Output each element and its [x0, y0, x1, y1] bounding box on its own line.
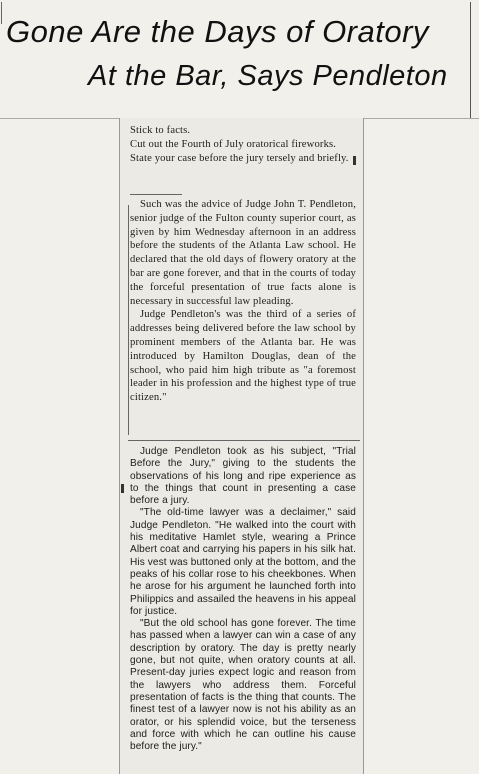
lead-paragraph: Cut out the Fourth of July oratorical fireworks. [130, 138, 337, 150]
body-block [130, 198, 356, 405]
headline-line-2: At the Bar, Says Pendleton [88, 60, 448, 92]
column-mark [121, 484, 124, 493]
body-paragraph: Judge Pendleton's was the third of a series of addresses being delivered before the law school by prominent members of the Atlanta bar. He was introduced by Hamilton Douglas, dean of the school, who paid him high tribute as "a foremost leader in his profession and the highest type of true citizen." [130, 309, 356, 404]
continued-paragraph: "The old-time lawyer was a declaimer," said Judge Pendleton. "He walked into the court with his meditative Hamlet style, wearing a Prince Albert coat and carrying his papers in his silk hat. His vest was buttoned only at the bottom, and the peaks of his collar rose to his cheekbones. When he arose for his argument he launched forth into Philippics and assailed the heavens in his appeal for justice. [130, 507, 356, 617]
headline-left-rule [1, 2, 2, 24]
headline-right-rule [470, 2, 471, 118]
headline-line-1: Gone Are the Days of Oratory [6, 14, 429, 49]
lead-paragraph: Stick to facts. [130, 125, 191, 136]
continued-block [130, 446, 356, 753]
section-divider [128, 440, 360, 441]
lead-paragraph: State your case before the jury tersely and briefly. [130, 152, 349, 164]
column-right-border [363, 118, 364, 774]
column-left-border [119, 118, 120, 774]
column-mark [353, 156, 356, 165]
continued-paragraph: "But the old school has gone forever. The time has passed when a lawyer can win a case of any description by oratory. The day is pretty nearly gone, but not quite, when oratory counts at all. Present-day juries expect logic and reason from the lawyers who address them. Forceful presentation of facts is the thing that counts. The finest test of a lawyer now is not his ability as an orator, or his splendid voice, but the terseness and force with which he can outline his cause before the jury." [130, 618, 356, 753]
lead-underline [130, 194, 182, 195]
body-paragraph: Such was the advice of Judge John T. Pendleton, senior judge of the Fulton county superior court, as given by him Wednesday afternoon in an address before the students of the Atlanta Law school. He declared that the old days of flowery oratory at the bar are gone forever, and that in the courts of today the forceful presentation of true facts alone is necessary in successful law pleading. [130, 199, 356, 307]
lead-block [130, 124, 356, 165]
continued-paragraph: Judge Pendleton took as his subject, "Trial Before the Jury," giving to the students the observations of his long and ripe experience as to the things that count in presenting a case before a jury. [130, 446, 356, 507]
column-inner-rule [128, 205, 129, 435]
